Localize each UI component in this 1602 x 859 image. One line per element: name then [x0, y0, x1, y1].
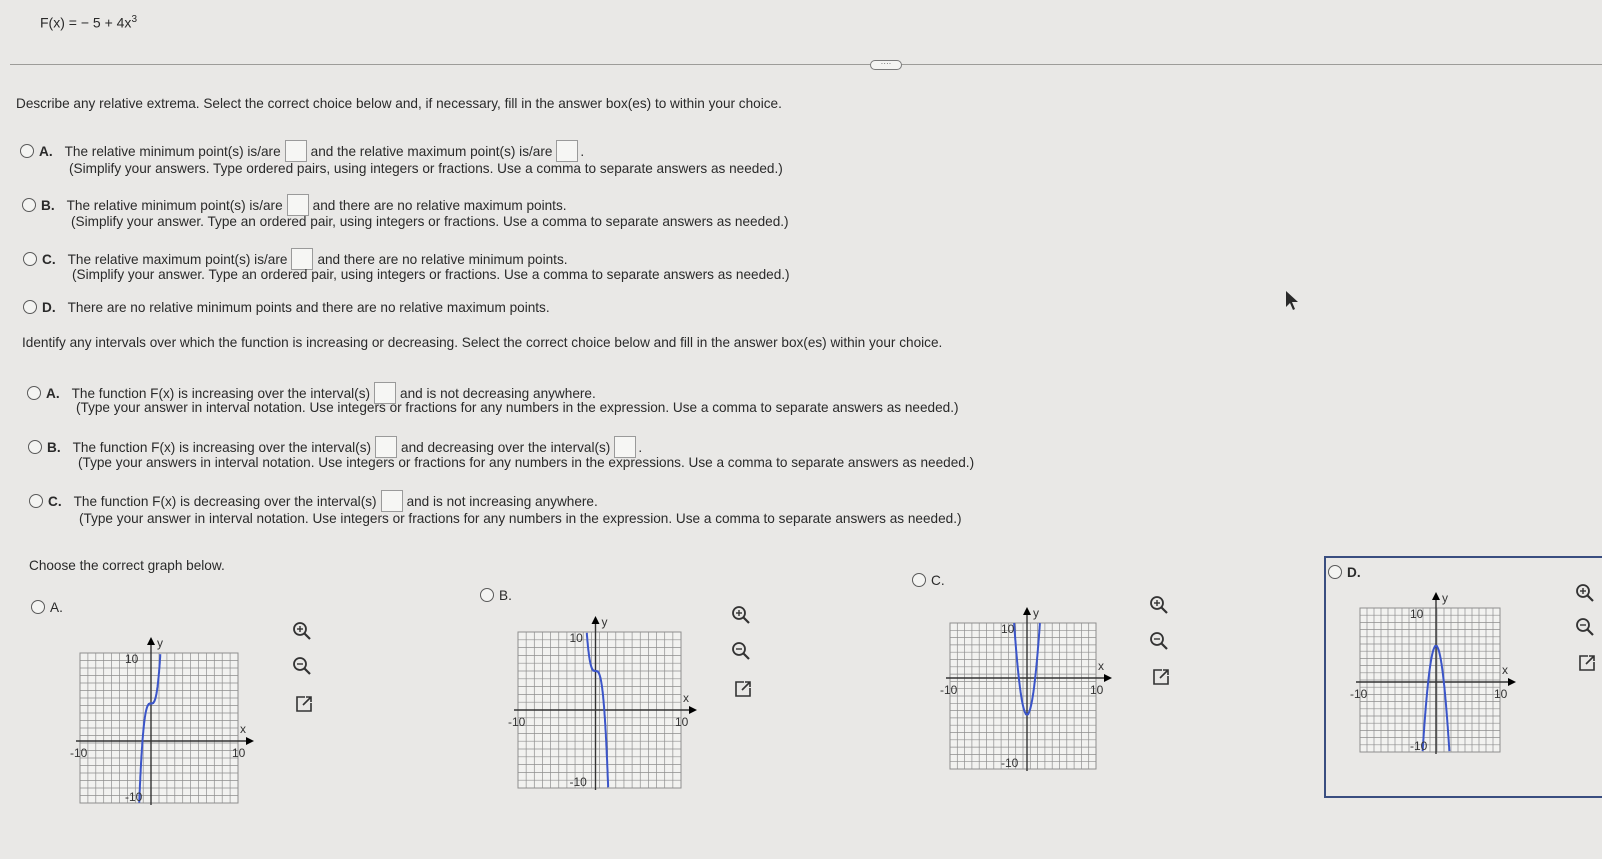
intervals-option-a-hint: (Type your answer in interval notation. Use integers or fractions for any numbers in the expression. Use a comma to separate answers as needed.)	[76, 400, 959, 415]
graphs-prompt: Choose the correct graph below.	[29, 558, 225, 573]
y-axis-arrow	[592, 616, 600, 624]
radio-button[interactable]	[23, 300, 37, 314]
x-axis-arrow	[689, 706, 697, 714]
y-axis-label: y	[1442, 591, 1448, 605]
answer-box[interactable]	[556, 140, 578, 162]
radio-button[interactable]	[480, 588, 494, 602]
y-axis-arrow	[1432, 592, 1440, 600]
graph-option-b-label[interactable]: B.	[480, 588, 512, 603]
popout-icon[interactable]	[732, 678, 754, 700]
extrema-prompt: Describe any relative extrema. Select the correct choice below and, if necessary, fill in the answer box(es) to within your choice.	[16, 96, 782, 111]
y-axis-arrow	[147, 637, 155, 645]
x-max-tick: 10	[232, 746, 246, 760]
answer-box[interactable]	[285, 140, 307, 162]
extrema-option-c[interactable]: C. The relative maximum point(s) is/are and there are no relative minimum points.	[23, 248, 568, 270]
grid	[950, 623, 1096, 769]
function-definition: F(x) = − $5 + 4x^3$	[40, 14, 137, 31]
radio-button[interactable]	[23, 252, 37, 266]
graph-option-a-label[interactable]: A.	[31, 600, 63, 615]
x-axis-label: x	[240, 722, 246, 736]
y-min-tick: -10	[125, 790, 143, 804]
divider	[10, 64, 1602, 65]
intervals-option-b[interactable]: B. The function F(x) is increasing over the interval(s) and decreasing over the interval(s) .	[28, 436, 642, 458]
zoom-in-icon[interactable]	[1574, 582, 1596, 604]
zoom-in-icon[interactable]	[1148, 594, 1170, 616]
y-axis-label: y	[1033, 606, 1039, 620]
graph-option-d-label[interactable]: D.	[1328, 565, 1361, 580]
x-max-tick: 10	[675, 715, 689, 729]
radio-button[interactable]	[31, 600, 45, 614]
y-axis-label: y	[157, 636, 163, 650]
y-min-tick: -10	[569, 775, 587, 789]
x-axis-label: x	[1098, 659, 1104, 673]
zoom-in-icon[interactable]	[291, 620, 313, 642]
radio-button[interactable]	[29, 494, 43, 508]
graph-a[interactable]	[60, 625, 270, 810]
intervals-option-c[interactable]: C. The function F(x) is decreasing over the interval(s) and is not increasing anywhere.	[29, 490, 598, 512]
x-axis-arrow	[1104, 674, 1112, 682]
y-axis-arrow	[1023, 607, 1031, 615]
x-axis-arrow	[1508, 678, 1516, 686]
intervals-option-a[interactable]: A. The function F(x) is increasing over the interval(s) and is not decreasing anywhere.	[27, 382, 596, 404]
graph-option-c-label[interactable]: C.	[912, 573, 945, 588]
y-axis-label: y	[601, 615, 608, 629]
popout-icon[interactable]	[1150, 666, 1172, 688]
radio-button[interactable]	[20, 144, 34, 158]
y-min-tick: -10	[1410, 739, 1428, 753]
x-axis-label: x	[683, 691, 689, 705]
graph-c[interactable]	[935, 598, 1125, 778]
intervals-option-b-hint: (Type your answers in interval notation. Use integers or fractions for any numbers in the expressions. Use a comma to separate answers as needed.)	[78, 455, 975, 470]
zoom-out-icon[interactable]	[1148, 630, 1170, 652]
x-min-tick: -10	[70, 746, 88, 760]
x-min-tick: -10	[508, 715, 526, 729]
x-min-tick: -10	[1350, 687, 1368, 701]
more-button[interactable]: ····	[870, 60, 902, 70]
radio-button[interactable]	[27, 386, 41, 400]
x-axis-arrow	[246, 737, 254, 745]
y-max-tick: 10	[1410, 607, 1424, 621]
popout-icon[interactable]	[293, 693, 315, 715]
x-max-tick: 10	[1090, 683, 1104, 697]
zoom-out-icon[interactable]	[1574, 616, 1596, 638]
intervals-option-c-hint: (Type your answer in interval notation. Use integers or fractions for any numbers in the expression. Use a comma to separate answers as needed.)	[79, 511, 962, 526]
graph-d[interactable]	[1345, 590, 1535, 770]
graph-b[interactable]	[500, 610, 715, 800]
x-max-tick: 10	[1494, 687, 1508, 701]
y-max-tick: 10	[125, 652, 139, 666]
answer-box[interactable]	[381, 490, 403, 512]
extrema-option-a-hint: (Simplify your answers. Type ordered pairs, using integers or fractions. Use a comma to separate answers as needed.)	[69, 161, 783, 176]
mouse-cursor-icon	[1284, 290, 1300, 312]
extrema-option-b-hint: (Simplify your answer. Type an ordered pair, using integers or fractions. Use a comma to separate answers as needed.)	[71, 214, 789, 229]
extrema-option-c-hint: (Simplify your answer. Type an ordered pair, using integers or fractions. Use a comma to separate answers as needed.)	[72, 267, 790, 282]
y-max-tick: 10	[1001, 622, 1015, 636]
x-min-tick: -10	[940, 683, 958, 697]
extrema-option-a[interactable]: A. The relative minimum point(s) is/are and the relative maximum point(s) is/are .	[20, 140, 584, 162]
y-max-tick: 10	[569, 631, 583, 645]
zoom-out-icon[interactable]	[291, 655, 313, 677]
answer-box[interactable]	[287, 194, 309, 216]
y-min-tick: -10	[1001, 756, 1019, 770]
grid	[1360, 608, 1500, 752]
radio-button[interactable]	[22, 198, 36, 212]
extrema-option-d[interactable]: D. There are no relative minimum points and there are no relative maximum points.	[23, 300, 550, 315]
intervals-prompt: Identify any intervals over which the function is increasing or decreasing. Select the correct choice below and fill in the answer box(es) within your choice.	[22, 335, 943, 350]
zoom-out-icon[interactable]	[730, 640, 752, 662]
radio-button[interactable]	[912, 573, 926, 587]
zoom-in-icon[interactable]	[730, 604, 752, 626]
radio-button[interactable]	[28, 440, 42, 454]
popout-icon[interactable]	[1576, 652, 1598, 674]
x-axis-label: x	[1502, 663, 1508, 677]
extrema-option-b[interactable]: B. The relative minimum point(s) is/are and there are no relative maximum points.	[22, 194, 567, 216]
